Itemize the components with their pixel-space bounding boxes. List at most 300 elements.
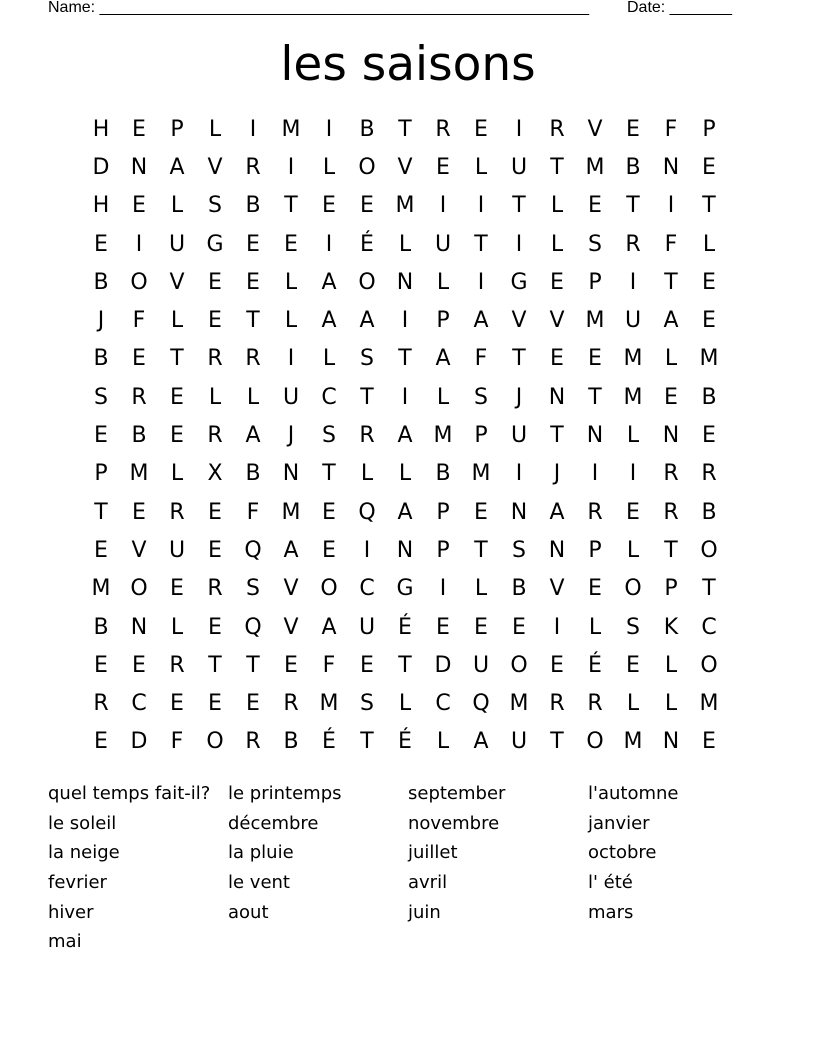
grid-letter: I — [401, 384, 409, 410]
grid-letter: D — [92, 154, 110, 180]
grid-letter: L — [208, 116, 222, 142]
grid-letter: R — [245, 346, 261, 372]
grid-letter: E — [702, 269, 716, 295]
grid-letter: T — [512, 193, 526, 219]
grid-letter: L — [398, 231, 412, 257]
grid-letter: Q — [472, 691, 490, 717]
grid-letter: E — [626, 499, 640, 525]
grid-letter: É — [322, 729, 336, 755]
grid-letter: N — [282, 461, 300, 487]
grid-letter: E — [208, 691, 222, 717]
word-list-item: september — [408, 783, 506, 804]
grid-letter: T — [626, 193, 640, 219]
word-list — [48, 779, 768, 957]
grid-letter: M — [433, 423, 453, 449]
grid-letter: L — [170, 193, 184, 219]
date-field: Date: _______ — [627, 0, 732, 16]
grid-letter: T — [550, 154, 564, 180]
grid-letter: S — [246, 576, 260, 602]
grid-letter: F — [664, 116, 678, 142]
grid-letter: É — [588, 652, 602, 678]
grid-letter: E — [132, 116, 146, 142]
grid-letter: L — [322, 346, 336, 372]
grid-letter: V — [283, 614, 299, 640]
grid-letter: R — [283, 691, 299, 717]
word-list-item: aout — [228, 901, 269, 923]
grid-letter: I — [515, 231, 523, 257]
grid-letter: E — [132, 499, 146, 525]
grid-letter: T — [284, 193, 298, 219]
grid-letter: R — [169, 652, 185, 678]
grid-letter: E — [94, 729, 108, 755]
grid-letter: E — [170, 691, 184, 717]
grid-letter: A — [283, 537, 299, 563]
grid-letter: M — [471, 461, 491, 487]
grid-letter: L — [626, 537, 640, 563]
grid-letter: M — [319, 691, 339, 717]
grid-letter: N — [662, 729, 680, 755]
grid-letter: M — [699, 346, 719, 372]
grid-letter: É — [398, 614, 412, 640]
grid-letter: V — [397, 154, 413, 180]
grid-letter: O — [358, 269, 376, 295]
grid-letter: L — [588, 614, 602, 640]
grid-letter: N — [130, 154, 148, 180]
grid-letter: R — [359, 423, 375, 449]
grid-letter: L — [398, 691, 412, 717]
grid-letter: R — [93, 691, 109, 717]
grid-letter: T — [208, 652, 222, 678]
grid-letter: T — [246, 652, 260, 678]
grid-letter: O — [130, 269, 148, 295]
grid-letter: B — [701, 499, 717, 525]
grid-letter: I — [135, 231, 143, 257]
grid-letter: R — [549, 116, 565, 142]
grid-letter: U — [510, 423, 528, 449]
grid-letter: M — [509, 691, 529, 717]
grid-letter: L — [474, 154, 488, 180]
grid-letter: E — [360, 652, 374, 678]
word-list-item: octobre — [588, 842, 657, 864]
grid-letter: T — [246, 308, 260, 334]
grid-letter: O — [586, 729, 604, 755]
grid-letter: Q — [244, 614, 262, 640]
grid-letter: B — [93, 346, 109, 372]
grid-letter: E — [436, 614, 450, 640]
grid-letter: J — [553, 461, 561, 487]
grid-letter: A — [321, 614, 337, 640]
grid-letter: E — [246, 691, 260, 717]
grid-letter: I — [477, 193, 485, 219]
grid-letter: E — [94, 652, 108, 678]
grid-letter: E — [512, 614, 526, 640]
grid-letter: U — [510, 154, 528, 180]
word-list-item: avril — [408, 872, 448, 894]
grid-letter: C — [435, 691, 451, 717]
grid-letter: Q — [358, 499, 376, 525]
grid-letter: N — [548, 537, 566, 563]
grid-letter: L — [170, 461, 184, 487]
grid-letter: C — [701, 614, 717, 640]
grid-letter: I — [553, 614, 561, 640]
grid-letter: I — [477, 269, 485, 295]
grid-letter: E — [170, 576, 184, 602]
grid-letter: H — [92, 116, 110, 142]
grid-letter: P — [436, 308, 450, 334]
grid-letter: M — [623, 729, 643, 755]
grid-letter: N — [548, 384, 566, 410]
grid-letter: M — [699, 691, 719, 717]
grid-letter: J — [97, 308, 105, 334]
grid-letter: G — [206, 231, 224, 257]
grid-letter: D — [130, 729, 148, 755]
grid-letter: N — [662, 154, 680, 180]
grid-letter: T — [550, 729, 564, 755]
grid-letter: B — [245, 461, 261, 487]
word-list-item: hiver — [48, 901, 94, 923]
grid-letter: E — [208, 308, 222, 334]
grid-letter: I — [591, 461, 599, 487]
grid-letter: E — [550, 269, 564, 295]
grid-letter: F — [474, 346, 488, 372]
grid-letter: S — [360, 346, 374, 372]
grid-letter: E — [474, 614, 488, 640]
grid-letter: C — [131, 691, 147, 717]
grid-letter: I — [439, 193, 447, 219]
grid-letter: E — [588, 193, 602, 219]
grid-letter: R — [587, 499, 603, 525]
grid-letter: G — [510, 269, 528, 295]
grid-letter: T — [702, 193, 716, 219]
page-title: les saisons — [280, 37, 536, 92]
grid-letter: A — [549, 499, 565, 525]
grid-letter: T — [398, 652, 412, 678]
grid-letter: U — [358, 614, 376, 640]
grid-letter: T — [474, 231, 488, 257]
grid-letter: V — [283, 576, 299, 602]
grid-letter: E — [702, 729, 716, 755]
grid-letter: O — [700, 537, 718, 563]
name-field: Name: _______________________________________________________ — [48, 0, 589, 16]
grid-letter: L — [398, 461, 412, 487]
grid-letter: A — [435, 346, 451, 372]
grid-letter: L — [626, 691, 640, 717]
grid-letter: E — [208, 537, 222, 563]
grid-letter: V — [549, 308, 565, 334]
grid-letter: L — [170, 308, 184, 334]
grid-letter: I — [515, 116, 523, 142]
grid-letter: E — [94, 423, 108, 449]
grid-letter: R — [169, 499, 185, 525]
grid-letter: S — [360, 691, 374, 717]
grid-letter: P — [702, 116, 716, 142]
grid-letter: I — [439, 576, 447, 602]
grid-letter: N — [130, 614, 148, 640]
grid-letter: L — [474, 576, 488, 602]
grid-letter: S — [322, 423, 336, 449]
grid-letter: B — [359, 116, 375, 142]
grid-letter: E — [322, 193, 336, 219]
grid-letter: L — [550, 193, 564, 219]
grid-letter: S — [474, 384, 488, 410]
word-list-item: novembre — [408, 812, 500, 834]
grid-letter: B — [93, 614, 109, 640]
grid-letter: L — [702, 231, 716, 257]
grid-letter: B — [511, 576, 527, 602]
grid-letter: A — [321, 269, 337, 295]
grid-letter: U — [168, 231, 186, 257]
grid-letter: T — [664, 269, 678, 295]
grid-letter: E — [208, 499, 222, 525]
grid-letter: I — [287, 346, 295, 372]
grid-letter: Q — [244, 537, 262, 563]
grid-letter: V — [207, 154, 223, 180]
grid-letter: T — [474, 537, 488, 563]
grid-letter: U — [510, 729, 528, 755]
grid-letter: A — [473, 729, 489, 755]
grid-letter: E — [208, 614, 222, 640]
grid-letter: A — [359, 308, 375, 334]
word-list-item: mars — [588, 901, 634, 923]
grid-letter: P — [588, 269, 602, 295]
grid-letter: V — [131, 537, 147, 563]
grid-letter: N — [662, 423, 680, 449]
grid-letter: B — [435, 461, 451, 487]
grid-letter: R — [663, 461, 679, 487]
grid-letter: E — [132, 193, 146, 219]
grid-letter: E — [702, 154, 716, 180]
grid-letter: S — [208, 193, 222, 219]
grid-letter: L — [360, 461, 374, 487]
grid-letter: L — [246, 384, 260, 410]
grid-letter: I — [629, 269, 637, 295]
grid-letter: U — [434, 231, 452, 257]
grid-letter: V — [169, 269, 185, 295]
grid-letter: C — [321, 384, 337, 410]
grid-letter: P — [94, 461, 108, 487]
grid-letter: É — [398, 729, 412, 755]
grid-letter: I — [287, 154, 295, 180]
grid-letter: E — [246, 269, 260, 295]
grid-letter: K — [663, 614, 679, 640]
grid-letter: E — [664, 384, 678, 410]
word-list-item: le soleil — [48, 812, 117, 834]
grid-letter: I — [515, 461, 523, 487]
grid-letter: O — [358, 154, 376, 180]
grid-letter: T — [94, 499, 108, 525]
grid-letter: L — [284, 308, 298, 334]
word-list-item: décembre — [228, 812, 319, 834]
grid-letter: T — [360, 384, 374, 410]
grid-letter: I — [629, 461, 637, 487]
grid-letter: L — [664, 691, 678, 717]
grid-letter: T — [702, 576, 716, 602]
grid-letter: E — [436, 154, 450, 180]
word-list-item: la pluie — [228, 842, 294, 864]
grid-letter: T — [322, 461, 336, 487]
grid-letter: B — [701, 384, 717, 410]
grid-letter: F — [322, 652, 336, 678]
grid-letter: B — [245, 193, 261, 219]
grid-letter: I — [325, 231, 333, 257]
grid-letter: A — [321, 308, 337, 334]
word-list-item: juin — [408, 901, 441, 923]
grid-letter: L — [664, 346, 678, 372]
grid-letter: T — [170, 346, 184, 372]
grid-letter: E — [588, 576, 602, 602]
grid-letter: E — [360, 193, 374, 219]
grid-letter: A — [169, 154, 185, 180]
grid-letter: T — [512, 346, 526, 372]
grid-letter: L — [322, 154, 336, 180]
grid-letter: P — [436, 537, 450, 563]
grid-letter: E — [94, 537, 108, 563]
grid-letter: L — [626, 423, 640, 449]
grid-letter: E — [702, 423, 716, 449]
grid-letter: A — [397, 423, 413, 449]
grid-letter: E — [170, 384, 184, 410]
grid-letter: I — [249, 116, 257, 142]
word-list-item: quel temps fait-il? — [48, 783, 211, 804]
grid-letter: P — [588, 537, 602, 563]
grid-letter: E — [208, 269, 222, 295]
grid-letter: I — [325, 116, 333, 142]
grid-letter: O — [700, 652, 718, 678]
grid-letter: E — [474, 499, 488, 525]
grid-letter: B — [283, 729, 299, 755]
grid-letter: N — [396, 269, 414, 295]
grid-letter: N — [396, 537, 414, 563]
grid-letter: J — [515, 384, 523, 410]
word-list-item: fevrier — [48, 872, 107, 894]
word-list-item: la neige — [48, 842, 120, 864]
grid-letter: P — [474, 423, 488, 449]
grid-letter: T — [360, 729, 374, 755]
grid-letter: T — [588, 384, 602, 410]
grid-letter: E — [550, 346, 564, 372]
grid-letter: R — [131, 384, 147, 410]
grid-letter: A — [663, 308, 679, 334]
grid-letter: V — [511, 308, 527, 334]
grid-letter: D — [434, 652, 452, 678]
grid-letter: E — [474, 116, 488, 142]
word-search-grid — [82, 110, 728, 761]
grid-letter: I — [667, 193, 675, 219]
grid-letter: L — [664, 652, 678, 678]
grid-letter: M — [281, 116, 301, 142]
grid-letter: A — [473, 308, 489, 334]
grid-letter: E — [94, 231, 108, 257]
grid-letter: M — [129, 461, 149, 487]
grid-letter: F — [132, 308, 146, 334]
grid-letter: V — [587, 116, 603, 142]
grid-letter: F — [664, 231, 678, 257]
grid-letter: M — [91, 576, 111, 602]
grid-letter: M — [281, 499, 301, 525]
grid-letter: P — [664, 576, 678, 602]
grid-letter: M — [395, 193, 415, 219]
grid-letter: L — [170, 614, 184, 640]
grid-letter: E — [626, 652, 640, 678]
grid-letter: M — [623, 384, 643, 410]
grid-letter: R — [245, 729, 261, 755]
grid-letter: O — [510, 652, 528, 678]
grid-letter: C — [359, 576, 375, 602]
grid-letter: N — [510, 499, 528, 525]
grid-letter: U — [168, 537, 186, 563]
grid-letter: T — [398, 116, 412, 142]
word-list-item: le printemps — [228, 783, 342, 804]
grid-letter: B — [131, 423, 147, 449]
grid-letter: E — [588, 346, 602, 372]
grid-letter: L — [550, 231, 564, 257]
grid-letter: P — [170, 116, 184, 142]
grid-letter: A — [245, 423, 261, 449]
grid-letter: R — [245, 154, 261, 180]
grid-letter: I — [363, 537, 371, 563]
grid-letter: E — [322, 499, 336, 525]
grid-letter: G — [396, 576, 414, 602]
grid-letter: E — [246, 231, 260, 257]
grid-letter: X — [207, 461, 223, 487]
grid-letter: E — [284, 652, 298, 678]
grid-letter: É — [360, 231, 374, 257]
grid-letter: B — [625, 154, 641, 180]
grid-letter: L — [284, 269, 298, 295]
grid-letter: E — [626, 116, 640, 142]
word-list-item: l' été — [588, 872, 633, 894]
grid-letter: O — [624, 576, 642, 602]
grid-letter: F — [246, 499, 260, 525]
grid-letter: V — [549, 576, 565, 602]
grid-letter: I — [401, 308, 409, 334]
grid-letter: R — [207, 346, 223, 372]
grid-letter: U — [282, 384, 300, 410]
grid-letter: R — [435, 116, 451, 142]
grid-letter: R — [701, 461, 717, 487]
grid-letter: M — [585, 154, 605, 180]
grid-letter: J — [287, 423, 295, 449]
grid-letter: F — [170, 729, 184, 755]
grid-letter: S — [94, 384, 108, 410]
grid-letter: S — [512, 537, 526, 563]
word-list-item: juillet — [408, 842, 458, 864]
grid-letter: M — [585, 308, 605, 334]
grid-letter: E — [284, 231, 298, 257]
grid-letter: L — [436, 269, 450, 295]
grid-letter: R — [207, 576, 223, 602]
grid-letter: N — [586, 423, 604, 449]
grid-letter: R — [207, 423, 223, 449]
grid-letter: A — [397, 499, 413, 525]
grid-letter: S — [588, 231, 602, 257]
grid-letter: L — [208, 384, 222, 410]
grid-letter: U — [472, 652, 490, 678]
grid-letter: R — [549, 691, 565, 717]
worksheet-header — [0, 0, 816, 20]
grid-letter: E — [322, 537, 336, 563]
word-list-item: mai — [48, 931, 82, 953]
grid-letter: S — [626, 614, 640, 640]
grid-letter: T — [664, 537, 678, 563]
grid-letter: E — [170, 423, 184, 449]
grid-letter: P — [436, 499, 450, 525]
grid-letter: T — [398, 346, 412, 372]
grid-letter: R — [663, 499, 679, 525]
word-list-item: janvier — [588, 812, 650, 834]
grid-letter: U — [624, 308, 642, 334]
grid-letter: E — [702, 308, 716, 334]
